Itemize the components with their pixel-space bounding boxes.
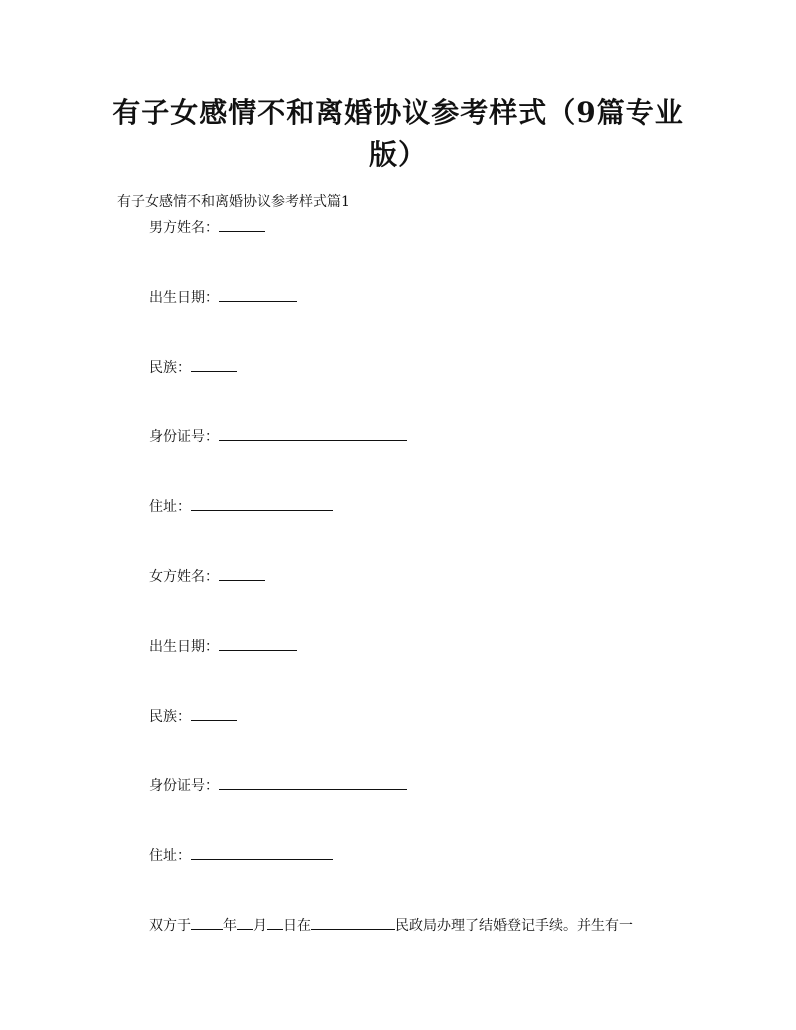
wife-birth-blank xyxy=(219,635,297,651)
husband-ethnicity-line xyxy=(149,356,237,378)
document-title: 有子女感情不和离婚协议参考样式（9篇专业版） xyxy=(112,96,684,171)
place-blank xyxy=(311,914,395,930)
wife-birth-label: 出生日期： xyxy=(149,639,219,655)
wife-ethnicity-blank xyxy=(191,705,237,721)
husband-name-label: 男方姓名： xyxy=(149,220,219,236)
husband-address-label: 住址： xyxy=(149,499,191,515)
husband-birth-line xyxy=(149,286,297,308)
wife-id-line xyxy=(149,774,407,796)
husband-address-line xyxy=(149,495,333,517)
wife-name-label: 女方姓名： xyxy=(149,569,219,585)
wife-ethnicity-line xyxy=(149,705,237,727)
husband-address-blank xyxy=(191,495,333,511)
wife-id-blank xyxy=(219,774,407,790)
husband-id-blank xyxy=(219,425,407,441)
wife-name-line xyxy=(149,565,265,587)
wife-birth-line xyxy=(149,635,297,657)
husband-name-blank xyxy=(219,216,265,232)
section-heading: 有子女感情不和离婚协议参考样式篇1 xyxy=(117,194,350,210)
month-blank xyxy=(237,914,253,930)
wife-address-line xyxy=(149,844,333,866)
husband-id-line xyxy=(149,425,407,447)
marriage-prefix: 双方于 xyxy=(149,918,191,934)
wife-ethnicity-label: 民族： xyxy=(149,709,191,725)
month-label: 月 xyxy=(253,918,267,934)
day-blank xyxy=(267,914,283,930)
husband-ethnicity-label: 民族： xyxy=(149,360,191,376)
wife-address-blank xyxy=(191,844,333,860)
year-blank xyxy=(191,914,223,930)
day-in-label: 日在 xyxy=(283,918,311,934)
husband-birth-blank xyxy=(219,286,297,302)
wife-address-label: 住址： xyxy=(149,848,191,864)
marriage-rest: 民政局办理了结婚登记手续。并生有一 xyxy=(395,918,633,934)
year-label: 年 xyxy=(223,918,237,934)
husband-id-label: 身份证号： xyxy=(149,429,219,445)
husband-name-line xyxy=(149,216,265,238)
husband-birth-label: 出生日期： xyxy=(149,290,219,306)
husband-ethnicity-blank xyxy=(191,356,237,372)
marriage-sentence xyxy=(149,914,633,936)
wife-id-label: 身份证号： xyxy=(149,778,219,794)
wife-name-blank xyxy=(219,565,265,581)
